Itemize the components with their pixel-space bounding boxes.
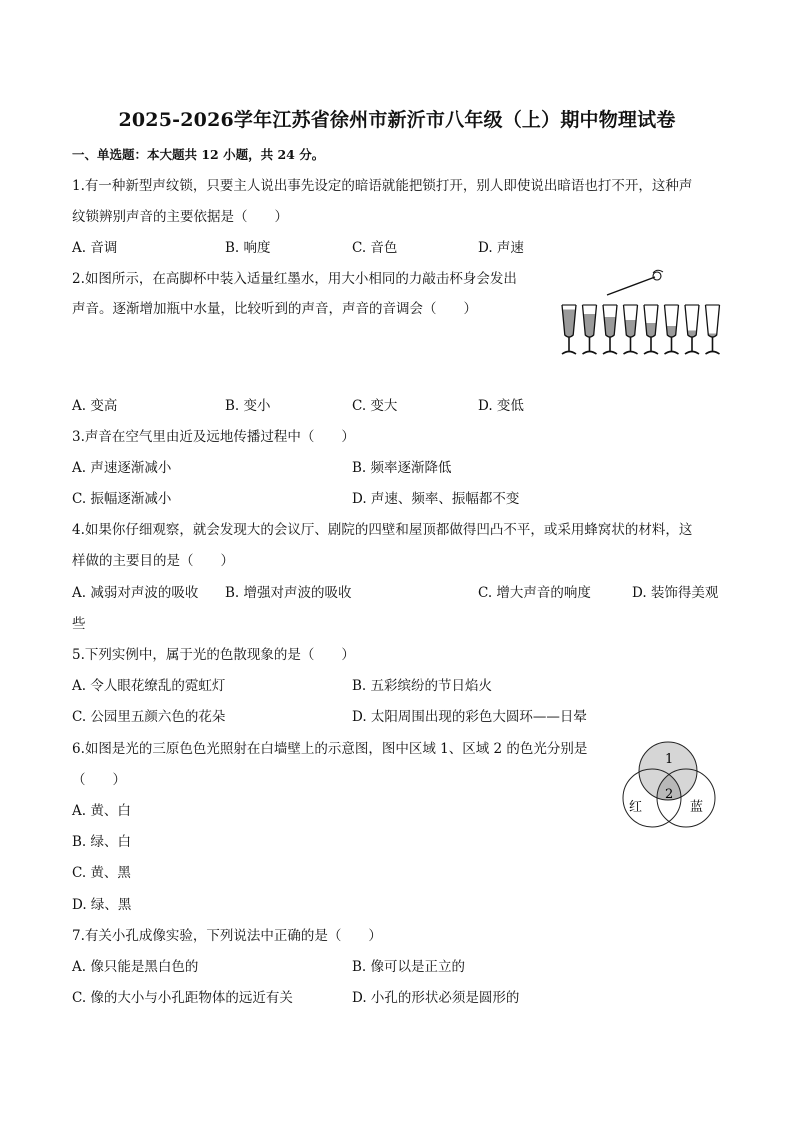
question-7-option-b: B. 像可以是正立的: [352, 959, 466, 975]
question-4-option-a: A. 减弱对声波的吸收: [72, 585, 199, 601]
question-6-option-d: D. 绿、黑: [72, 897, 132, 913]
question-4-line-1: 4.如果你仔细观察，就会发现大的会议厅、剧院的四壁和屋顶都做得凹凸不平，或采用蜂窝状的材料，这: [72, 522, 693, 538]
question-5-option-a: A. 令人眼花缭乱的霓虹灯: [72, 678, 226, 694]
question-2-line-1: 2.如图所示，在高脚杯中装入适量红墨水，用大小相同的力敲击杯身会发出: [72, 271, 517, 287]
wine-glass-icon: [562, 305, 576, 354]
wine-glass-icon: [644, 305, 658, 354]
striker-stick-icon: [607, 270, 663, 295]
wine-glass-icon: [583, 305, 597, 354]
question-4-option-b: B. 增强对声波的吸收: [225, 585, 352, 601]
question-2-option-d: D. 变低: [478, 398, 524, 414]
question-2-line-2: 声音。逐渐增加瓶中水量，比较听到的声音，声音的音调会（ ）: [72, 301, 477, 317]
question-3-option-d: D. 声速、频率、振幅都不变: [352, 491, 520, 507]
question-4-line-2: 样做的主要目的是（ ）: [72, 553, 234, 569]
question-3-option-a: A. 声速逐渐减小: [72, 460, 172, 476]
wine-glass-icon: [685, 305, 699, 354]
question-6-option-a: A. 黄、白: [72, 803, 131, 819]
wine-glass-icon: [665, 305, 679, 354]
section-heading: 一、单选题：本大题共 12 小题，共 24 分。: [72, 147, 325, 162]
question-7-option-a: A. 像只能是黑白色的: [72, 959, 199, 975]
question-3-line-1: 3.声音在空气里由近及远地传播过程中（ ）: [72, 429, 355, 445]
region-2-label: 2: [665, 787, 674, 802]
blue-label: 蓝: [690, 800, 704, 815]
question-2-option-b: B. 变小: [225, 398, 271, 414]
question-5-option-c: C. 公园里五颜六色的花朵: [72, 709, 226, 725]
question-2-option-a: A. 变高: [72, 398, 118, 414]
question-1-line-2: 纹锁辨别声音的主要依据是（ ）: [72, 209, 288, 225]
question-5-option-d: D. 太阳周围出现的彩色大圆环——日晕: [352, 709, 587, 725]
question-1-option-c: C. 音色: [352, 240, 398, 256]
question-3-option-b: B. 频率逐渐降低: [352, 460, 452, 476]
question-7-option-c: C. 像的大小与小孔距物体的远近有关: [72, 990, 293, 1006]
question-1-option-d: D. 声速: [478, 240, 524, 256]
question-6-option-c: C. 黄、黑: [72, 865, 131, 881]
exam-title: 2025-2026学年江苏省徐州市新沂市八年级（上）期中物理试卷: [118, 109, 676, 131]
question-4-option-d-wrap: 些: [72, 616, 86, 632]
question-1-option-a: A. 音调: [72, 240, 118, 256]
question-7-option-d: D. 小孔的形状必须是圆形的: [352, 990, 520, 1006]
question-1-option-b: B. 响度: [225, 240, 271, 256]
question-6-line-1: 6.如图是光的三原色色光照射在白墙壁上的示意图，图中区域 1、区域 2 的色光分别是: [72, 741, 588, 757]
question-5-line-1: 5.下列实例中，属于光的色散现象的是（ ）: [72, 647, 355, 663]
question-6-line-2: （ ）: [72, 772, 126, 788]
question-3-option-c: C. 振幅逐渐减小: [72, 491, 172, 507]
question-2-option-c: C. 变大: [352, 398, 398, 414]
question-1-line-1: 1.有一种新型声纹锁，只要主人说出事先设定的暗语就能把锁打开，别人即使说出暗语也打不开，这种声: [72, 178, 693, 194]
wine-glass-icon: [706, 305, 720, 354]
region-1-label: 1: [665, 752, 674, 767]
wine-glass-icon: [624, 305, 638, 354]
red-label: 红: [629, 800, 643, 815]
three-primary-colors-diagram: [612, 735, 727, 835]
question-4-option-c: C. 增大声音的响度: [478, 585, 591, 601]
question-5-option-b: B. 五彩缤纷的节日焰火: [352, 678, 493, 694]
question-7-line-1: 7.有关小孔成像实验，下列说法中正确的是（ ）: [72, 928, 382, 944]
wine-glass-icon: [603, 305, 617, 354]
question-6-option-b: B. 绿、白: [72, 834, 132, 850]
wine-glasses-figure: [555, 265, 730, 360]
question-4-option-d: D. 装饰得美观: [632, 585, 719, 601]
